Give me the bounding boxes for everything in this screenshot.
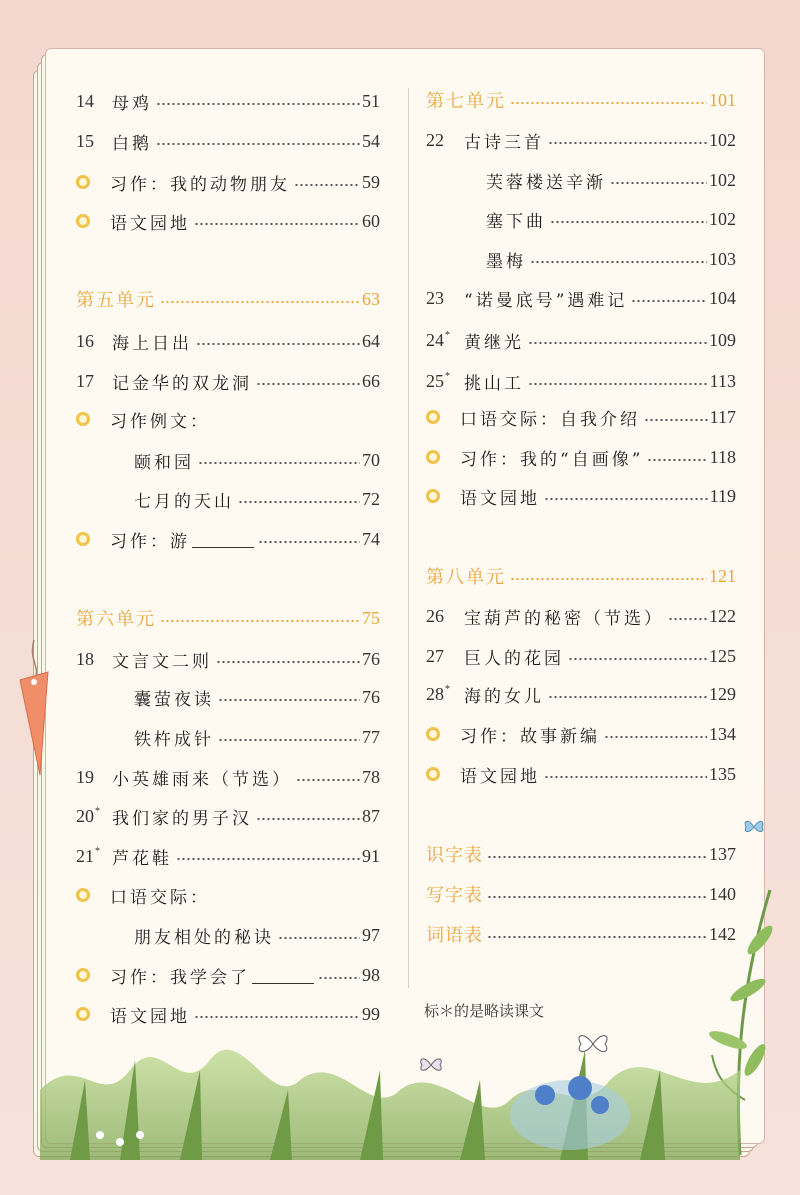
page-number: 102 bbox=[709, 208, 736, 229]
entry-title: 挑山工 bbox=[464, 373, 524, 394]
dot-leader bbox=[544, 497, 708, 501]
dot-leader bbox=[238, 500, 360, 504]
entry-title: 海上日出 bbox=[112, 333, 192, 354]
entry-title: 识字表 bbox=[426, 845, 483, 866]
toc-sub-entry[interactable] bbox=[134, 683, 380, 711]
dot-leader bbox=[198, 461, 360, 465]
dot-leader bbox=[256, 382, 360, 386]
toc-lesson-entry[interactable] bbox=[76, 763, 380, 791]
entry-title: 我们家的男子汉 bbox=[112, 808, 252, 829]
entry-title: 记金华的双龙洞 bbox=[112, 373, 252, 394]
toc-lesson-entry[interactable] bbox=[426, 284, 736, 312]
page-number: 109 bbox=[709, 329, 736, 350]
entry-title: 七月的天山 bbox=[134, 491, 234, 512]
dot-leader bbox=[318, 976, 360, 980]
lesson-number: 18 bbox=[76, 648, 94, 669]
lesson-number: 27 bbox=[426, 645, 444, 666]
toc-unit-heading[interactable] bbox=[76, 285, 380, 313]
page-number: 117 bbox=[709, 406, 736, 427]
page-number: 91 bbox=[362, 845, 380, 866]
toc-lesson-entry[interactable] bbox=[76, 802, 380, 830]
dot-leader bbox=[510, 101, 707, 105]
toc-bullet-entry[interactable] bbox=[422, 760, 736, 788]
toc-sub-entry[interactable] bbox=[486, 166, 736, 194]
entry-title: 语文园地 bbox=[110, 1006, 190, 1027]
toc-unit-heading[interactable] bbox=[76, 604, 380, 632]
page-number: 129 bbox=[709, 683, 736, 704]
dot-leader bbox=[548, 141, 707, 145]
page-number: 113 bbox=[709, 370, 736, 391]
dot-leader bbox=[194, 222, 360, 226]
footnote: 标＊的是略读课文 bbox=[424, 1003, 545, 1020]
dot-leader bbox=[668, 617, 707, 621]
toc-bullet-entry[interactable] bbox=[422, 443, 736, 471]
dot-leader bbox=[258, 540, 360, 544]
column-divider bbox=[408, 88, 409, 988]
entry-title: “诺曼底号”遇难记 bbox=[464, 290, 628, 311]
page-number: 76 bbox=[362, 686, 380, 707]
entry-title: 宝葫芦的秘密（节选） bbox=[464, 608, 664, 629]
entry-title: 铁杵成针 bbox=[134, 729, 214, 750]
dot-leader bbox=[528, 382, 708, 386]
entry-title: 口语交际： bbox=[110, 887, 210, 908]
page-number: 118 bbox=[709, 446, 736, 467]
page-number: 66 bbox=[362, 370, 380, 391]
page-number: 102 bbox=[709, 129, 736, 150]
dot-leader bbox=[256, 817, 360, 821]
page-number: 59 bbox=[362, 171, 380, 192]
lesson-number: 25* bbox=[426, 370, 450, 391]
entry-title: 塞下曲 bbox=[486, 211, 546, 232]
entry-title: 白鹅 bbox=[112, 133, 152, 154]
lesson-number: 23 bbox=[426, 287, 444, 308]
butterfly-icon bbox=[418, 1055, 444, 1075]
page-number: 102 bbox=[709, 169, 736, 190]
toc-bullet-entry[interactable] bbox=[72, 405, 380, 433]
lesson-number: 22 bbox=[426, 129, 444, 150]
page-number: 121 bbox=[709, 565, 736, 586]
entry-title: 巨人的花园 bbox=[464, 648, 564, 669]
toc-bullet-entry[interactable] bbox=[422, 403, 736, 431]
toc-sub-entry[interactable] bbox=[134, 723, 380, 751]
toc-lesson-entry[interactable] bbox=[76, 327, 380, 355]
entry-title: 习作例文： bbox=[110, 411, 210, 432]
lesson-number: 19 bbox=[76, 766, 94, 787]
page-number: 63 bbox=[362, 288, 380, 309]
toc-lesson-entry[interactable] bbox=[76, 842, 380, 870]
toc-bullet-entry[interactable] bbox=[72, 207, 380, 235]
entry-title: 芦花鞋 bbox=[112, 848, 172, 869]
circle-bullet-icon bbox=[76, 175, 90, 189]
circle-bullet-icon bbox=[76, 968, 90, 982]
page-number: 134 bbox=[709, 723, 736, 744]
toc-unit-heading[interactable] bbox=[426, 86, 736, 114]
toc-bullet-entry[interactable] bbox=[72, 168, 380, 196]
dot-leader bbox=[218, 738, 360, 742]
entry-title: 第八单元 bbox=[426, 567, 506, 588]
entry-title: 朋友相处的秘诀 bbox=[134, 927, 274, 948]
toc-lesson-entry[interactable] bbox=[76, 645, 380, 673]
page-number: 125 bbox=[709, 645, 736, 666]
dot-leader bbox=[296, 778, 360, 782]
toc-bullet-entry[interactable] bbox=[72, 525, 380, 553]
entry-title: 黄继光 bbox=[464, 332, 524, 353]
page-number: 77 bbox=[362, 726, 380, 747]
circle-bullet-icon bbox=[76, 412, 90, 426]
entry-title: 词语表 bbox=[426, 925, 483, 946]
circle-bullet-icon bbox=[426, 727, 440, 741]
entry-title: 习作：游 bbox=[110, 531, 190, 552]
entry-title: 第七单元 bbox=[426, 91, 506, 112]
page-number: 75 bbox=[362, 607, 380, 628]
page-number: 97 bbox=[362, 924, 380, 945]
page-number: 70 bbox=[362, 449, 380, 470]
entry-title: 语文园地 bbox=[460, 488, 540, 509]
entry-title: 写字表 bbox=[426, 885, 483, 906]
entry-title: 习作：我的“自画像” bbox=[460, 449, 644, 470]
page-number: 104 bbox=[709, 287, 736, 308]
dot-leader bbox=[160, 619, 360, 623]
entry-title: 口语交际：自我介绍 bbox=[460, 409, 640, 430]
page-number: 135 bbox=[709, 763, 736, 784]
toc-unit-heading[interactable] bbox=[426, 562, 736, 590]
lesson-number: 24* bbox=[426, 329, 450, 350]
entry-title: 母鸡 bbox=[112, 93, 152, 114]
toc-sub-entry[interactable] bbox=[134, 921, 380, 949]
toc-lesson-entry[interactable] bbox=[426, 126, 736, 154]
dot-leader bbox=[160, 300, 360, 304]
toc-lesson-entry[interactable] bbox=[426, 326, 736, 354]
dot-leader bbox=[176, 857, 360, 861]
toc-sub-entry[interactable] bbox=[486, 245, 736, 273]
page-number: 78 bbox=[362, 766, 380, 787]
dot-leader bbox=[568, 657, 707, 661]
toc-lesson-entry[interactable] bbox=[76, 127, 380, 155]
page-number: 119 bbox=[709, 485, 736, 506]
dot-leader bbox=[487, 855, 707, 859]
dot-leader bbox=[631, 299, 707, 303]
entry-title: 第六单元 bbox=[76, 609, 156, 630]
page-number: 140 bbox=[709, 883, 736, 904]
fill-in-blank bbox=[192, 531, 254, 548]
entry-title: 古诗三首 bbox=[464, 132, 544, 153]
entry-title: 海的女儿 bbox=[464, 686, 544, 707]
entry-title: 囊萤夜读 bbox=[134, 689, 214, 710]
toc-bullet-entry[interactable] bbox=[422, 720, 736, 748]
butterfly-icon bbox=[743, 818, 765, 836]
dot-leader bbox=[604, 735, 707, 739]
butterfly-icon bbox=[575, 1030, 611, 1058]
toc-sub-entry[interactable] bbox=[134, 446, 380, 474]
entry-title: 颐和园 bbox=[134, 452, 194, 473]
toc-lesson-entry[interactable] bbox=[426, 602, 736, 630]
circle-bullet-icon bbox=[426, 767, 440, 781]
circle-bullet-icon bbox=[76, 214, 90, 228]
toc-bullet-entry[interactable] bbox=[422, 482, 736, 510]
toc-sub-entry[interactable] bbox=[134, 485, 380, 513]
dot-leader bbox=[544, 775, 707, 779]
entry-title: 习作：我的动物朋友 bbox=[110, 174, 290, 195]
circle-bullet-icon bbox=[426, 489, 440, 503]
circle-bullet-icon bbox=[76, 532, 90, 546]
entry-title: 第五单元 bbox=[76, 290, 156, 311]
page-number: 72 bbox=[362, 488, 380, 509]
lesson-number: 16 bbox=[76, 330, 94, 351]
toc-lesson-entry[interactable] bbox=[426, 367, 736, 395]
lesson-number: 17 bbox=[76, 370, 94, 391]
page-number: 99 bbox=[362, 1003, 380, 1024]
grass-meadow-illustration-icon bbox=[40, 1010, 740, 1160]
lesson-number: 14 bbox=[76, 90, 94, 111]
lesson-number: 21* bbox=[76, 845, 100, 866]
page-number: 142 bbox=[709, 923, 736, 944]
entry-title: 小英雄雨来（节选） bbox=[112, 769, 292, 790]
dot-leader bbox=[218, 698, 360, 702]
entry-title: 习作：故事新编 bbox=[460, 726, 600, 747]
entry-title: 语文园地 bbox=[110, 213, 190, 234]
toc-lesson-entry[interactable] bbox=[426, 680, 736, 708]
dot-leader bbox=[644, 418, 708, 422]
toc-lesson-entry[interactable] bbox=[426, 642, 736, 670]
dot-leader bbox=[610, 181, 707, 185]
page-number: 54 bbox=[362, 130, 380, 151]
bookmark-tag-icon bbox=[14, 640, 54, 790]
toc-lesson-entry[interactable] bbox=[76, 87, 380, 115]
page-number: 76 bbox=[362, 648, 380, 669]
dot-leader bbox=[510, 577, 707, 581]
entry-title: 文言文二则 bbox=[112, 651, 212, 672]
page-number: 122 bbox=[709, 605, 736, 626]
toc-appendix-entry[interactable] bbox=[426, 840, 736, 868]
page-number: 137 bbox=[709, 843, 736, 864]
fill-in-blank bbox=[252, 967, 314, 984]
dot-leader bbox=[647, 458, 707, 462]
dot-leader bbox=[156, 102, 360, 106]
lesson-number: 28* bbox=[426, 683, 450, 704]
lesson-number: 26 bbox=[426, 605, 444, 626]
circle-bullet-icon bbox=[426, 410, 440, 424]
circle-bullet-icon bbox=[76, 888, 90, 902]
page-number: 60 bbox=[362, 210, 380, 231]
toc-bullet-entry[interactable] bbox=[72, 881, 380, 909]
dot-leader bbox=[278, 936, 360, 940]
page-number: 103 bbox=[709, 248, 736, 269]
lesson-number: 20* bbox=[76, 805, 100, 826]
dot-leader bbox=[530, 260, 707, 264]
dot-leader bbox=[528, 341, 707, 345]
dot-leader bbox=[156, 142, 360, 146]
toc-bullet-entry[interactable] bbox=[72, 961, 380, 989]
page-number: 87 bbox=[362, 805, 380, 826]
page-number: 98 bbox=[362, 964, 380, 985]
circle-bullet-icon bbox=[426, 450, 440, 464]
page-number: 74 bbox=[362, 528, 380, 549]
entry-title: 墨梅 bbox=[486, 251, 526, 272]
toc-lesson-entry[interactable] bbox=[76, 367, 380, 395]
dot-leader bbox=[548, 695, 707, 699]
page-number: 101 bbox=[709, 89, 736, 110]
entry-title: 芙蓉楼送辛渐 bbox=[486, 172, 606, 193]
dot-leader bbox=[550, 220, 707, 224]
toc-sub-entry[interactable] bbox=[486, 205, 736, 233]
entry-title: 语文园地 bbox=[460, 766, 540, 787]
page-number: 64 bbox=[362, 330, 380, 351]
dot-leader bbox=[294, 183, 360, 187]
entry-title: 习作：我学会了 bbox=[110, 967, 250, 988]
dot-leader bbox=[216, 660, 360, 664]
dot-leader bbox=[196, 342, 360, 346]
page-number: 51 bbox=[362, 90, 380, 111]
lesson-number: 15 bbox=[76, 130, 94, 151]
